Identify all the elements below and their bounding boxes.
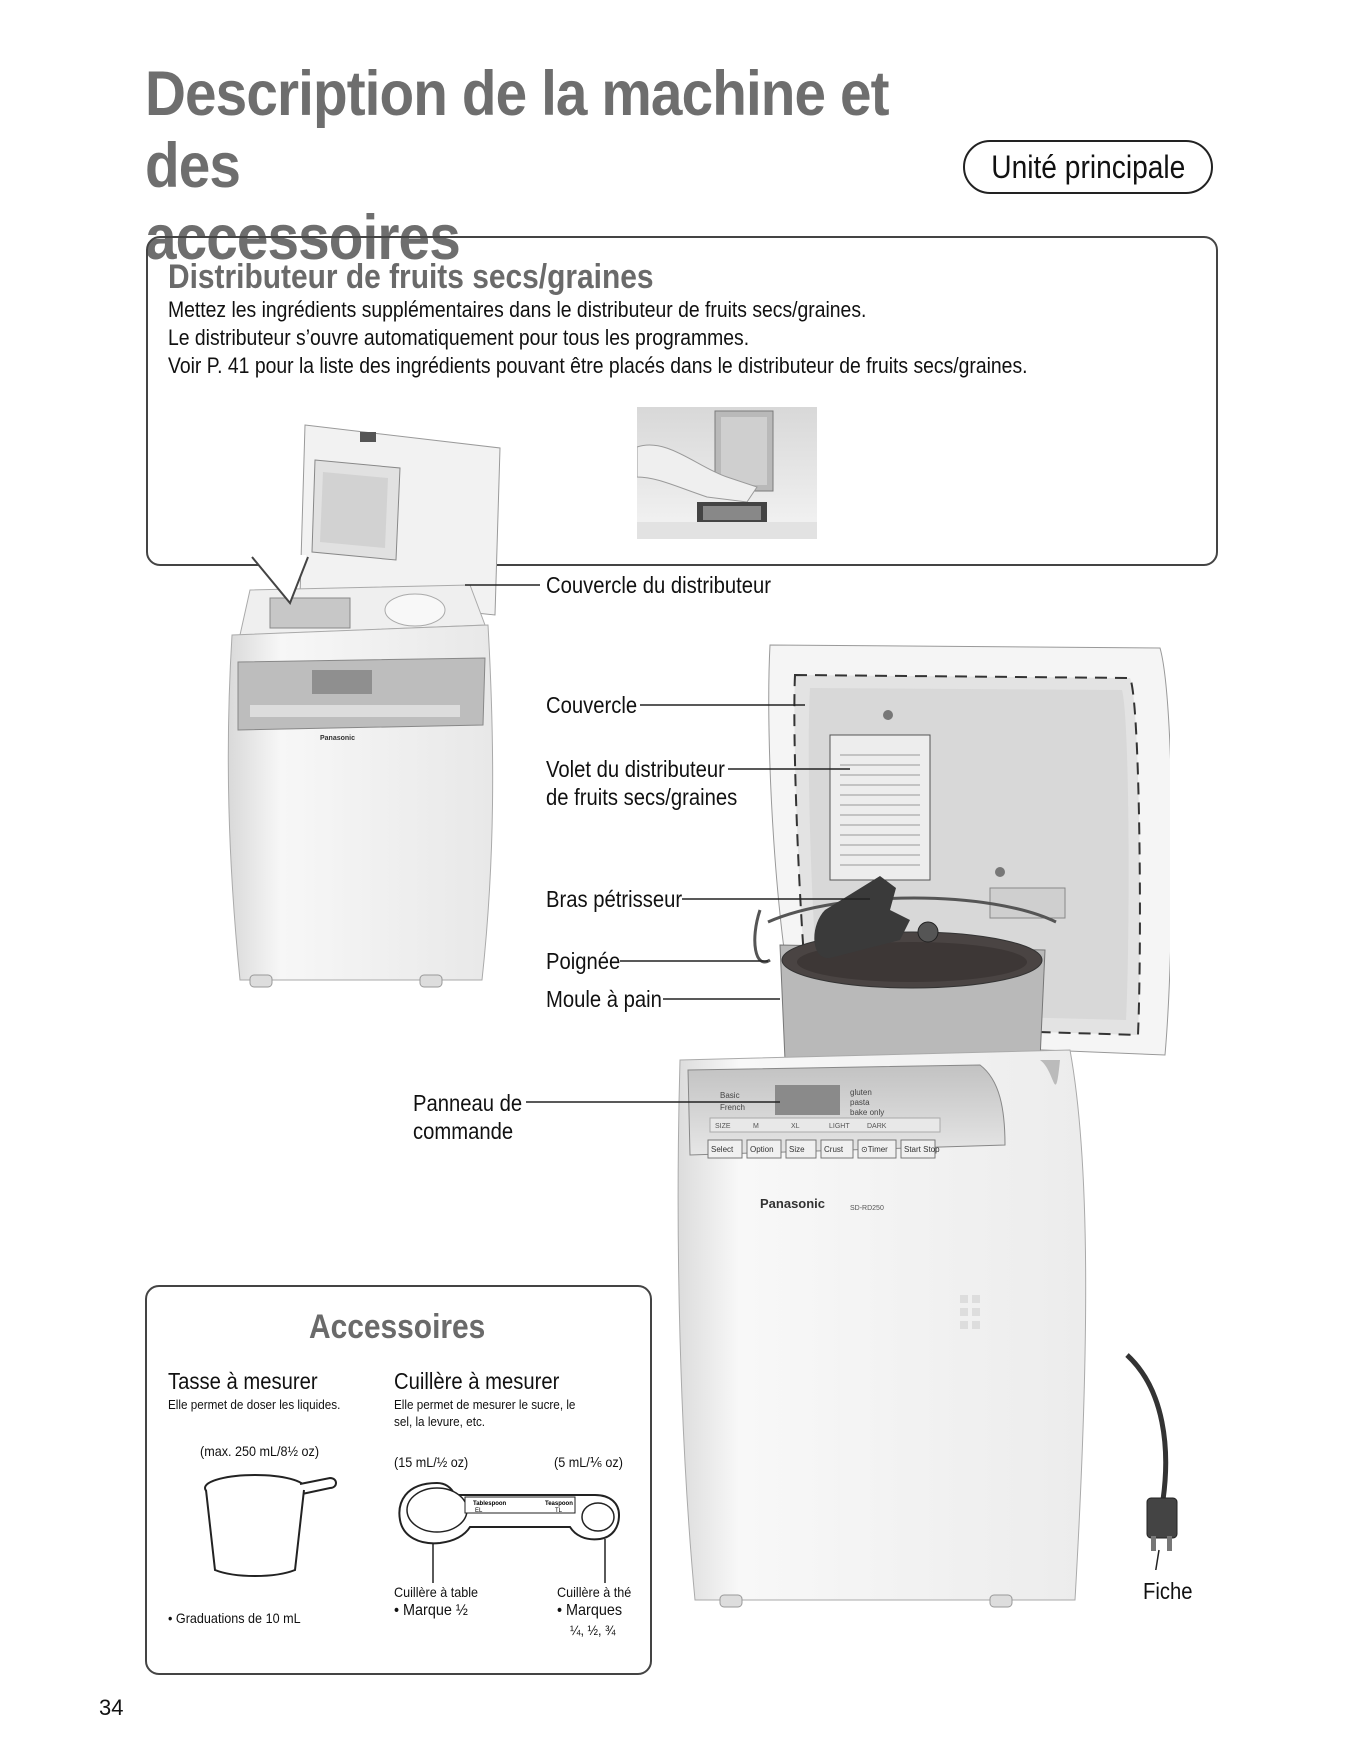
label-plug: Fiche (1143, 1578, 1193, 1604)
spoon-engraving-tsp-fr: TL (555, 1508, 563, 1514)
spoon-desc-line1: Elle permet de mesurer le sucre, le (394, 1397, 576, 1412)
accessories-heading: Accessoires (309, 1308, 486, 1346)
label-handle: Poignée (546, 948, 621, 974)
spoon-small-capacity: (5 mL/⅙ oz) (554, 1454, 623, 1470)
panel-button-label-5: Start Stop (904, 1145, 940, 1154)
label-panel-line1: Panneau de (413, 1090, 523, 1116)
label-dispenser-lid: Couvercle du distributeur (546, 572, 772, 598)
section-badge-label: Unité principale (990, 148, 1186, 185)
label-lid: Couvercle (546, 692, 638, 718)
spoon-engraving-tbsp-fr: EL (475, 1508, 483, 1514)
cup-description: Elle permet de doser les liquides. (168, 1397, 341, 1412)
spoon-big-capacity: (15 mL/½ oz) (394, 1454, 469, 1470)
cup-capacity: (max. 250 mL/8½ oz) (200, 1443, 320, 1459)
label-flap-line1: Volet du distributeur (546, 756, 725, 782)
panel-model: SD-RD250 (850, 1205, 884, 1212)
dispenser-text-line1: Mettez les ingrédients supplémentaires dans le distributeur de fruits secs/graines. (168, 297, 867, 322)
label-panel-line2: commande (413, 1118, 514, 1144)
panel-button-label-1: Option (750, 1145, 774, 1154)
page-title-line2: accessoires (145, 203, 460, 273)
panel-button-label-0: Select (711, 1145, 734, 1154)
panel-size-label-4: DARK (867, 1123, 887, 1130)
label-flap-line2: de fruits secs/graines (546, 784, 738, 810)
dispenser-heading: Distributeur de fruits secs/graines (168, 258, 654, 296)
cup-title: Tasse à mesurer (168, 1368, 318, 1394)
label-bread-pan: Moule à pain (546, 986, 662, 1012)
panel-display-left-1: Basic (720, 1091, 740, 1100)
spoon-title: Cuillère à mesurer (394, 1368, 560, 1394)
spoon-desc-line2: sel, la levure, etc. (394, 1414, 486, 1429)
measuring-cup-illustration (200, 1470, 340, 1580)
tbsp-label: Cuillère à table (394, 1584, 479, 1600)
panel-display-left-2: French (720, 1103, 745, 1112)
page-number: 34 (99, 1695, 124, 1720)
cup-note: • Graduations de 10 mL (168, 1610, 301, 1626)
tbsp-mark: • Marque ½ (394, 1602, 468, 1619)
measuring-spoon-illustration (395, 1475, 635, 1595)
panel-display-right-3: bake only (850, 1108, 885, 1117)
panel-button-label-3: Crust (824, 1145, 844, 1154)
page-title-line1: Description de la machine et des (145, 59, 889, 201)
panel-button-label-4: ⊙Timer (861, 1145, 888, 1154)
panel-size-label-1: M (753, 1123, 759, 1130)
tsp-mark-line2: ¼, ½, ¾ (570, 1622, 616, 1638)
panel-display-right-1: gluten (850, 1088, 872, 1097)
dispenser-text-line3: Voir P. 41 pour la liste des ingrédients pouvant être placés dans le distributeur de fruits secs/graines. (168, 353, 1028, 378)
panel-brand: Panasonic (760, 1196, 826, 1211)
spoon-engraving-tbsp: Tablespoon (473, 1501, 507, 1507)
left-machine-brand: Panasonic (320, 735, 356, 742)
tsp-label: Cuillère à thé (557, 1584, 632, 1600)
dispenser-text-line2: Le distributeur s’ouvre automatiquement pour tous les programmes. (168, 325, 750, 350)
panel-display-right-2: pasta (850, 1098, 870, 1107)
panel-size-label-2: XL (791, 1123, 800, 1130)
panel-size-label-0: SIZE (715, 1123, 731, 1130)
panel-button-label-2: Size (789, 1145, 805, 1154)
panel-size-label-3: LIGHT (829, 1123, 850, 1130)
label-kneading-blade: Bras pétrisseur (546, 886, 683, 912)
tsp-mark-line1: • Marques (557, 1602, 623, 1619)
spoon-engraving-tsp: Teaspoon (545, 1501, 573, 1507)
